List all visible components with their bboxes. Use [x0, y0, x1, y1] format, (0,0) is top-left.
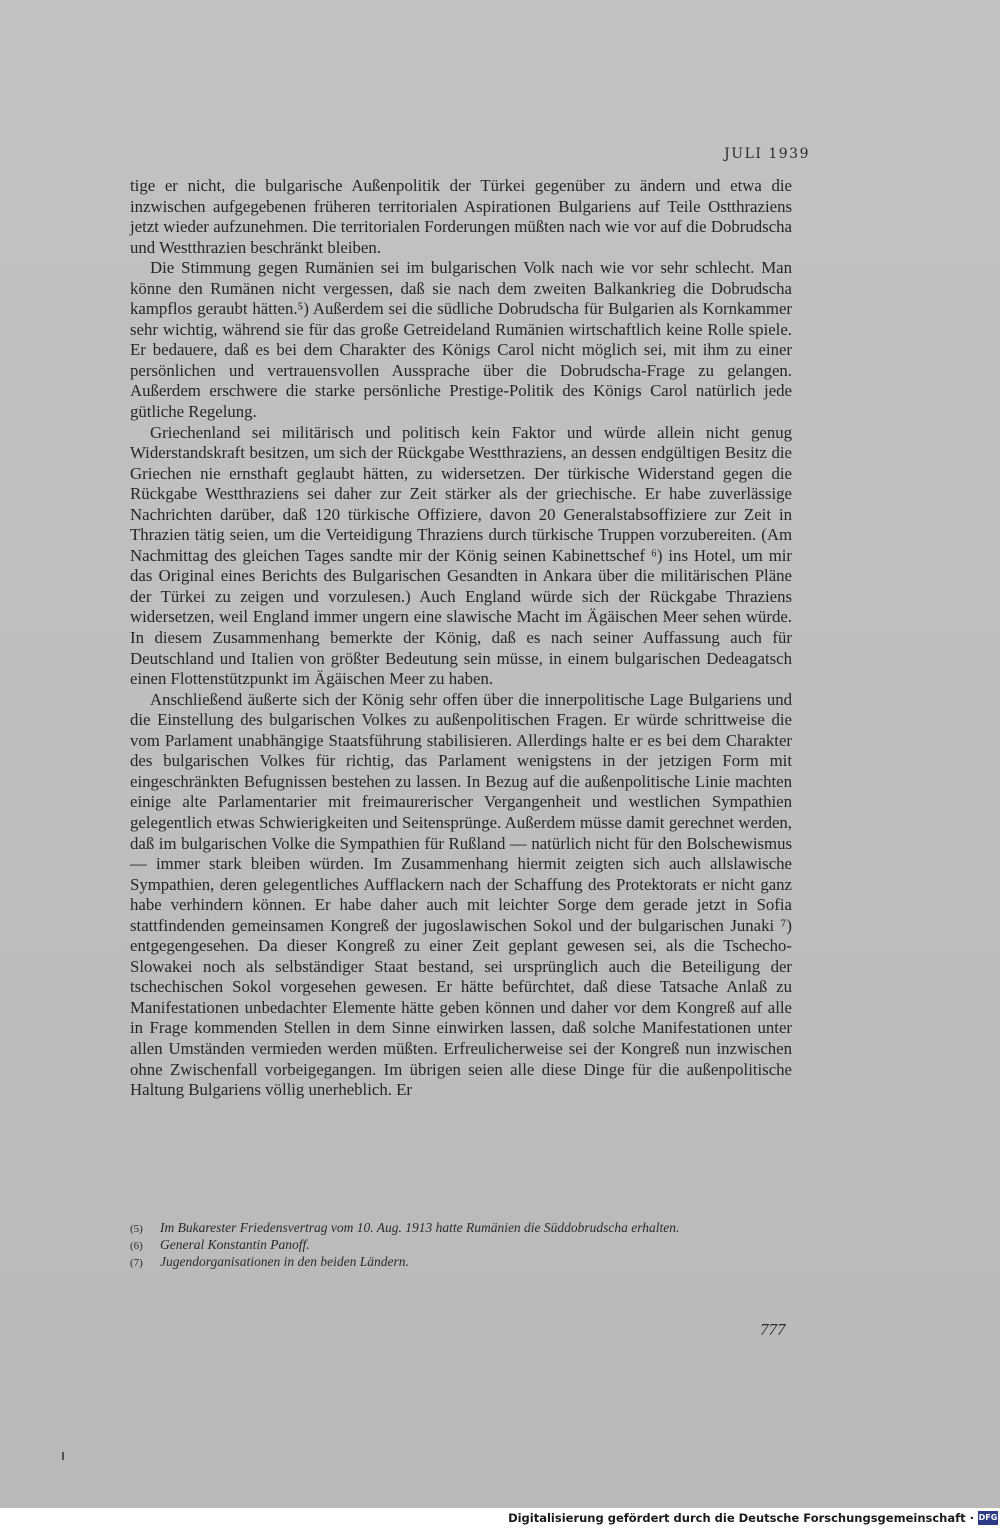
footnote-7: [130, 1254, 792, 1271]
footnote-6: [130, 1237, 792, 1254]
paragraph-2: Die Stimmung gegen Rumänien sei im bulgarischen Volk nach wie vor sehr schlecht. Man könne den Rumänen nicht vergessen, daß sie nach dem zweiten Balkankrieg die Dobrudscha kampflos geraubt hätten.⁵) Außerdem sei die südliche Dobrudscha für Bulgarien als Kornkammer sehr wichtig, während sie für das große Getreideland Rumänien wirtschaftlich keine Rolle spiele. Er bedauere, daß es bei dem Charakter des Königs Carol nicht möglich sei, mit ihm zu einer persönlichen und vertrauensvollen Aussprache über die Dobrudscha-Frage zu gelangen. Außerdem erschwere die starke persönliche Prestige-Politik des Königs Carol natürlich jede gütliche Regelung.: [130, 258, 792, 422]
footnote-number: (5): [130, 1223, 143, 1235]
margin-mark: [62, 1452, 64, 1460]
footnote-text: Jugendorganisationen in den beiden Ländern.: [160, 1254, 409, 1269]
footnote-5: [130, 1220, 792, 1237]
paragraph-1: tige er nicht, die bulgarische Außenpolitik der Türkei gegenüber zu ändern und etwa die inzwischen aufgegebenen früheren territorialen Aspirationen Bulgariens auf Teile Ostthraziens jetzt wieder aufzunehmen. Die territorialen Forderungen müßten nach wie vor auf die Dobrudscha und Westthrazien beschränkt bleiben.: [130, 176, 792, 257]
footnote-number: (7): [130, 1257, 143, 1269]
body-text: [130, 176, 792, 1101]
paragraph-4: Anschließend äußerte sich der König sehr offen über die innerpolitische Lage Bulgariens und die Einstellung des bulgarischen Volkes zu außenpolitischen Fragen. Er würde schrittweise die vom Parlament unabhängige Staatsführung stabilisieren. Allerdings halte er es bei dem Charakter des bulgarischen Volkes für richtig, das Parlament wenigstens in der jetzigen Form mit eingeschränkten Befugnissen bestehen zu lassen. In Bezug auf die außenpolitische Linie machten einige alte Parlamentarier mit freimaurerischer Vergangenheit und westlichen Sympathien gelegentlich etwas Schwierigkeiten und Seitensprünge. Außerdem müsse damit gerechnet werden, daß im bulgarischen Volke die Sympathien für Rußland — natürlich nicht für den Bolschewismus — immer stark bleiben würden. Im Zusammenhang hiermit zeigten sich auch allslawische Sympathien, deren gelegentliches Aufflackern nach der Schaffung des Protektorats er nicht ganz habe verhindern können. Er habe daher auch mit leichter Sorge dem gerade jetzt in Sofia stattfindenden gemeinsamen Kongreß der jugoslawischen Sokol und der bulgarischen Junaki ⁷) entgegengesehen. Da dieser Kongreß zu einer Zeit geplant gewesen sei, als die Tschecho-Slowakei noch als selbständiger Staat bestand, sei ursprünglich auch die Beteiligung der tschechischen Sokol vorgesehen gewesen. Er hätte befürchtet, daß diese Tatsache Anlaß zu Manifestationen unbedachter Elemente hätte geben können und daher vor dem Kongreß auf alle in Frage kommenden Stellen in dem Sinne einwirken lassen, daß solche Manifestationen unter allen Umständen vermieden werden müßten. Erfreulicherweise sei der Kongreß nun inzwischen ohne Zwischenfall vorbeigegangen. Im übrigen seien alle diese Dinge für die außenpolitische Haltung Bulgariens völlig unerheblich. Er: [130, 689, 792, 1100]
running-head: JULI 1939: [724, 146, 810, 162]
footnote-text: Im Bukarester Friedensvertrag vom 10. Aug. 1913 hatte Rumänien die Süddobrudscha erhalten.: [160, 1220, 680, 1235]
paragraph-3: Griechenland sei militärisch und politisch kein Faktor und würde allein nicht genug Widerstandskraft besitzen, um sich der Rückgabe Westthraziens, an dessen endgültigen Besitz die Griechen nie ernsthaft geglaubt hätten, zu widersetzen. Der türkische Widerstand gegen die Rückgabe Westthraziens sei daher zur Zeit stärker als der griechische. Er habe zuverlässige Nachrichten darüber, daß 120 türkische Offiziere, davon 20 Generalstabsoffiziere zur Zeit in Thrazien tätig seien, um die Verteidigung Thraziens durch türkische Truppen vorzubereiten. (Am Nachmittag des gleichen Tages sandte mir der König seinen Kabinettschef ⁶) ins Hotel, um mir das Original eines Berichts des Bulgarischen Gesandten in Ankara über die militärischen Pläne der Türkei zu zeigen und vorzulesen.) Auch England würde sich der Rückgabe Thraziens widersetzen, weil England immer ungern eine slawische Macht im Ägäischen Meer sehen würde. In diesem Zusammenhang bemerkte der König, daß es nach seiner Auffassung auch für Deutschland und Italien von größter Bedeutung sein müsse, in einem bulgarischen Dedeagatsch einen Flottenstützpunkt im Ägäischen Meer zu haben.: [130, 422, 792, 689]
footer-credit: Digitalisierung gefördert durch die Deutsche Forschungsgemeinschaft ·: [508, 1511, 974, 1525]
dfg-logo-icon: DFG: [978, 1511, 998, 1525]
footer-bar: [0, 1508, 1000, 1528]
footnote-number: (6): [130, 1240, 143, 1252]
page-number: 777: [760, 1320, 786, 1339]
footnotes: [130, 1220, 792, 1271]
footnote-text: General Konstantin Panoff.: [160, 1237, 310, 1252]
